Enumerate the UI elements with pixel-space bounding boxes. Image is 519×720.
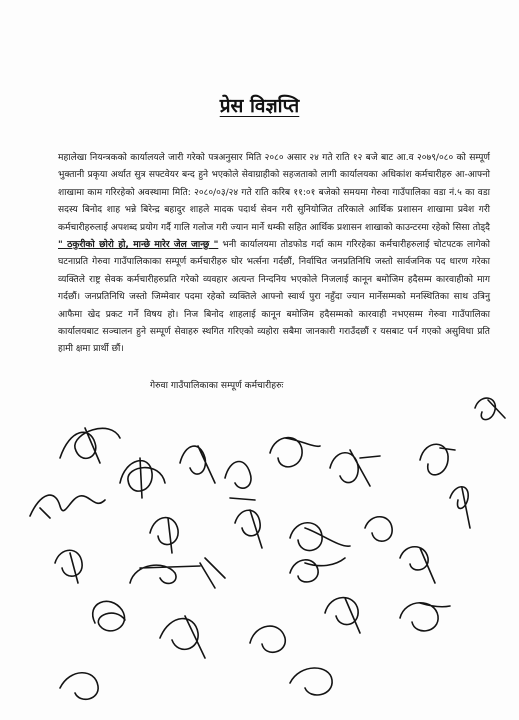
handwritten-signature bbox=[93, 601, 125, 631]
handwritten-signature bbox=[225, 462, 255, 500]
handwritten-signature bbox=[450, 487, 470, 528]
handwritten-signature bbox=[120, 458, 165, 498]
paragraph-part-a: महालेखा नियन्त्रकको कार्यालयले जारी गरेको पत्रअनुसार मिति २०८० असार २४ गते राति १२ बजे बाट आ.व २०७९/०८० को सम्पूर्ण भुक्तानी प्रकृया अर्थात सुत्र सफ्टवेयर बन्द हुने भएकोले सेवाग्राहीको सहजताको लागी कार्यालयका अधिकांश कर्मचारीहरु आ-आफ्नो शाखामा काम गरिरहेको अवस्थामा मिति: २०८०/०३/२४ गते राति करिब ११:०१ बजेको समयमा गेरुवा गाउँपालिका वडा नं.५ का वडा सदस्य बिनोद शाह भन्ने बिरेन्द्र बहादुर शाहले मादक पदार्थ सेवन गरी सुनियोजित तरिकाले आर्थिक प्रशासन शाखामा प्रवेश गरी कर्मचारीहरुलाई अपशब्द प्रयोग गर्दै गालि गलोज गरी ज्यान मार्ने धम्की सहित आर्थिक प्रशासन शाखाको काउन्टरमा रहेको सिसा तोड्दै bbox=[58, 153, 490, 233]
signatures-area bbox=[0, 388, 519, 720]
handwritten-signature bbox=[400, 547, 435, 583]
document-title: प्रेस विज्ञप्ति bbox=[219, 95, 300, 117]
handwritten-signature bbox=[160, 616, 205, 658]
handwritten-signature bbox=[400, 603, 450, 631]
handwritten-signature bbox=[150, 518, 178, 553]
handwritten-signature bbox=[60, 428, 120, 463]
handwritten-signature bbox=[330, 450, 380, 486]
handwritten-signature bbox=[180, 446, 215, 483]
signers-heading: गेरुवा गाउँपालिकाका सम्पूर्ण कर्मचारीहरुः bbox=[150, 381, 284, 391]
handwritten-signature bbox=[290, 558, 345, 582]
handwritten-signature bbox=[200, 558, 225, 588]
handwritten-signature bbox=[250, 626, 285, 652]
document-body bbox=[58, 150, 490, 359]
handwritten-signature bbox=[130, 565, 200, 583]
handwritten-signature bbox=[55, 550, 82, 583]
signatures-canvas bbox=[0, 388, 519, 720]
handwritten-signature bbox=[30, 495, 105, 518]
handwritten-signature bbox=[270, 438, 320, 467]
threat-quote: " ठकुरीको छोरो हो, मान्छे मारेर जेल जान्छु " bbox=[58, 240, 219, 251]
handwritten-signature bbox=[420, 444, 455, 475]
handwritten-signature bbox=[475, 398, 505, 420]
handwritten-signature bbox=[60, 673, 98, 700]
main-paragraph bbox=[58, 150, 490, 359]
handwritten-signature bbox=[235, 510, 262, 548]
paragraph-part-b: भनी कार्यालयमा तोडफोड गर्दा काम गरिरहेका कर्मचारीहरुलाई चोटपटक लागेको घटनाप्रति गेरुवा गाउँपालिकाका सम्पूर्ण कर्मचारीहरु घोर भर्त्सना गर्दछौं, निर्वाचित जनप्रतिनिधि जस्तो सार्वजनिक पद धारण गरेका व्यक्तिले राष्ट्र सेवक कर्मचारीहरुप्रति गरेको व्यवहार अत्यन्त निन्दनिय भएकोले निजलाई कानून बमोजिम हदैसम्म कारवाहीको माग गर्दछौं। जनप्रतिनिधि जस्तो जिम्मेवार पदमा रहेको व्यक्तिले आफ्नो स्वार्थ पुरा नहुँदा ज्यान मार्नेसम्मको मनस्थितिका साथ उत्रिनु आफैमा खेद प्रकट गर्ने विषय हो। निज बिनोद शाहलाई कानून बमोजिम हदैसम्मको कारवाही नभएसम्म गेरुवा गाउँपालिका कार्यालयबाट सञ्चालन हुने सम्पूर्ण सेवाहरु स्थगित गरिएको व्यहोरा सबैमा जानकारी गराउँदछौं र यसबाट पर्न गएको असुविधा प्रति हामी क्षमा प्रार्थी छौं। bbox=[58, 240, 490, 355]
handwritten-signature bbox=[290, 668, 332, 695]
handwritten-signature bbox=[325, 598, 360, 633]
handwritten-signature bbox=[365, 517, 392, 541]
handwritten-signature bbox=[290, 523, 350, 551]
